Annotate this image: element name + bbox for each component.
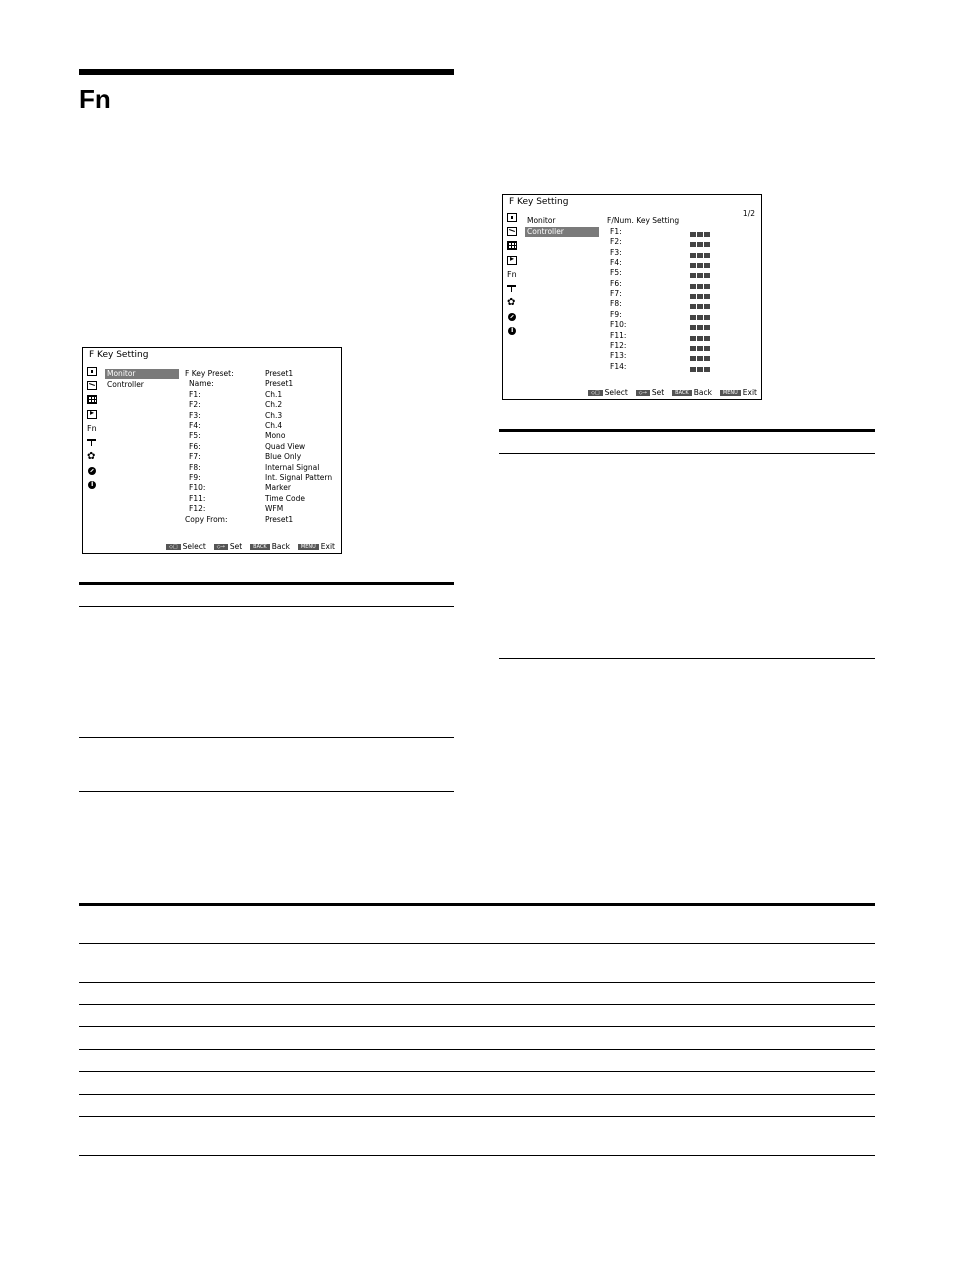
info-icon[interactable] [88, 481, 96, 489]
setting-value[interactable]: Blue Only [265, 452, 302, 462]
category-controller[interactable]: Controller [525, 227, 599, 237]
setting-value[interactable]: Preset1 [265, 369, 294, 378]
setting-value[interactable]: Internal Signal [265, 462, 320, 472]
footer-key-badge: ◇□ [588, 390, 603, 396]
marker-icon[interactable] [87, 438, 97, 447]
key-value-placeholder[interactable] [690, 323, 711, 332]
setting-label: F7: [189, 452, 201, 462]
setting-label: F10: [189, 483, 206, 493]
setting-value[interactable]: Ch.4 [265, 421, 283, 430]
gear-icon[interactable]: ✿ [87, 451, 96, 462]
footer-key-badge: BACK [250, 544, 270, 550]
grid-icon[interactable] [87, 395, 97, 404]
fn-icon[interactable]: Fn [507, 270, 517, 279]
table-rule-top [499, 429, 875, 432]
footer-label: Exit [320, 542, 335, 551]
input-icon[interactable] [87, 410, 97, 419]
key-value-placeholder[interactable] [690, 313, 711, 322]
graph-icon[interactable] [507, 227, 517, 236]
screen-footer [580, 388, 757, 397]
wide-table-rule [79, 982, 875, 983]
picture-icon[interactable] [87, 367, 97, 376]
setting-label: F5: [189, 431, 201, 441]
key-label: F3: [610, 247, 622, 257]
setting-label: Copy From: [185, 514, 228, 524]
setting-label: F2: [189, 400, 201, 410]
gear-icon[interactable]: ✿ [507, 297, 516, 308]
setting-label: F8: [189, 462, 201, 472]
footer-label: Select [182, 542, 206, 551]
key-value-placeholder[interactable] [690, 302, 711, 311]
key-label: F14: [610, 361, 627, 371]
setting-value[interactable]: Ch.1 [265, 389, 283, 399]
wide-table-rule-top [79, 903, 875, 906]
key-label: F6: [610, 278, 622, 288]
key-label: F7: [610, 289, 622, 299]
key-value-placeholder[interactable] [690, 292, 711, 301]
footer-label: Back [693, 388, 712, 397]
table-rule [79, 791, 454, 792]
key-label: F13: [610, 351, 627, 361]
category-monitor[interactable]: Monitor [105, 369, 179, 379]
key-value-placeholder[interactable] [690, 251, 711, 260]
key-value-placeholder[interactable] [690, 230, 711, 239]
screen-footer [158, 542, 335, 551]
setting-label: F1: [189, 389, 201, 399]
fn-icon[interactable]: Fn [87, 424, 97, 433]
key-value-placeholder[interactable] [690, 365, 711, 374]
key-value-placeholder[interactable] [690, 354, 711, 363]
table-rule-top [79, 582, 454, 585]
key-value-placeholder[interactable] [690, 271, 711, 280]
key-value-placeholder[interactable] [690, 282, 711, 291]
page-indicator: 1/2 [742, 209, 755, 218]
setting-value[interactable]: Mono [265, 431, 286, 441]
setting-label: Name: [189, 379, 214, 389]
input-icon[interactable] [507, 256, 517, 265]
graph-icon[interactable] [87, 381, 97, 390]
key-label: F2: [610, 237, 622, 247]
wide-table-rule [79, 943, 875, 944]
setting-label: F12: [189, 504, 206, 514]
page-title: Fn [79, 84, 111, 114]
category-controller[interactable]: Controller [107, 380, 144, 389]
setting-label: F3: [189, 410, 201, 420]
footer-label: Set [229, 542, 243, 551]
wide-table-rule [79, 1026, 875, 1027]
table-rule [499, 658, 875, 659]
grid-icon[interactable] [507, 241, 517, 250]
setting-value[interactable]: Preset1 [265, 379, 294, 389]
marker-icon[interactable] [507, 284, 517, 293]
picture-icon[interactable] [507, 213, 517, 222]
key-value-placeholder[interactable] [690, 344, 711, 353]
edit-icon[interactable] [508, 313, 516, 321]
setting-label: F9: [189, 473, 201, 482]
footer-key-badge: MENU [298, 544, 319, 550]
setting-value[interactable]: WFM [265, 504, 284, 514]
key-label: F8: [610, 299, 622, 309]
setting-value[interactable]: Time Code [265, 493, 305, 503]
footer-key-badge: MENU [720, 390, 741, 396]
footer-label: Select [604, 388, 628, 397]
edit-icon[interactable] [88, 467, 96, 475]
setting-value[interactable]: Preset1 [265, 514, 294, 524]
key-label: F4: [610, 258, 622, 268]
key-label: F10: [610, 320, 627, 330]
table-rule [79, 606, 454, 607]
title-rule [79, 69, 454, 75]
key-label: F9: [610, 309, 622, 319]
setting-value[interactable]: Marker [265, 483, 291, 493]
category-monitor[interactable]: Monitor [527, 216, 556, 225]
setting-value[interactable]: Ch.3 [265, 410, 283, 420]
setting-label: F11: [189, 493, 206, 503]
screen-title: F Key Setting [89, 350, 149, 360]
footer-label: Back [271, 542, 290, 551]
footer-key-badge: ◇□ [166, 544, 181, 550]
footer-key-badge: BACK [672, 390, 692, 396]
info-icon[interactable] [508, 327, 516, 335]
key-label: F11: [610, 330, 627, 340]
setting-value[interactable]: Quad View [265, 441, 306, 451]
footer-label: Exit [742, 388, 757, 397]
footer-label: Set [651, 388, 665, 397]
table-rule [79, 737, 454, 738]
footer-key-badge: ◇→ [214, 544, 228, 550]
key-label: F5: [610, 268, 622, 278]
setting-value[interactable]: Ch.2 [265, 400, 283, 410]
wide-table-rule [79, 1116, 875, 1117]
wide-table-rule [79, 1004, 875, 1005]
key-label: F1: [610, 227, 622, 236]
key-value-placeholder[interactable] [690, 240, 711, 249]
wide-table-rule [79, 1071, 875, 1072]
setting-label: F Key Preset: [185, 369, 234, 378]
section-header: F/Num. Key Setting [607, 216, 680, 225]
setting-label: F4: [189, 421, 201, 430]
key-value-placeholder[interactable] [690, 334, 711, 343]
f-key-setting-controller-screen [502, 194, 762, 400]
f-key-setting-monitor-screen [82, 347, 342, 554]
setting-value[interactable]: Int. Signal Pattern [265, 473, 333, 482]
key-label: F12: [610, 340, 627, 350]
footer-key-badge: ◇→ [636, 390, 650, 396]
table-rule [499, 453, 875, 454]
key-value-placeholder[interactable] [690, 261, 711, 270]
screen-title: F Key Setting [509, 197, 569, 207]
wide-table-rule [79, 1155, 875, 1156]
wide-table-rule [79, 1094, 875, 1095]
wide-table-rule [79, 1049, 875, 1050]
setting-label: F6: [189, 441, 201, 451]
